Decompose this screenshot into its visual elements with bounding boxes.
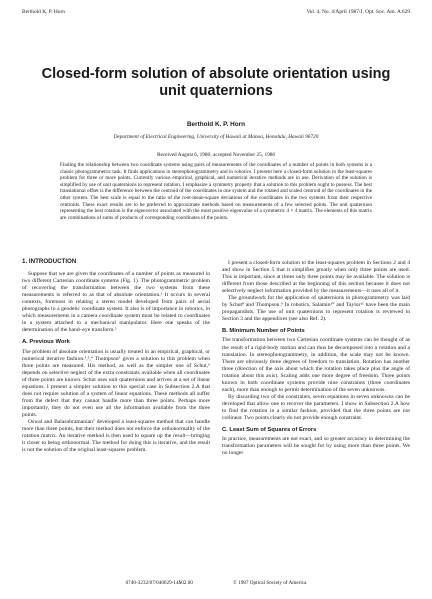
right-column (222, 260, 410, 457)
left-column (22, 258, 210, 454)
subsection-heading: A. Previous Work (22, 339, 70, 346)
received-date: Received August 6, 1986; accepted November 25, 1986 (156, 152, 276, 158)
header-journal: Vol. 4, No. 4/April 1987/J. Opt. Soc. Am. A 629 (306, 9, 410, 15)
author-name: Berthold K. P. Horn (186, 121, 246, 128)
footer-code: 0740-3232/87/040629-14$02.00 (125, 580, 193, 586)
paragraph: The groundwork for the application of quaternions in photogrammetry was laid by Schut⁸ and Thompson.⁹ In robotics, Salamin¹⁰ and Taylor¹¹ have been the main propagandists. The use of unit quaternions to represent rotation is reviewed in Section 3 and the appendixes (see also Ref. 2). (222, 295, 410, 323)
paragraph: Suppose that we are given the coordinates of a number of points as measured in two different Cartesian coordinate systems (Fig. 1). The photogrammetric problem of recovering the transformation between the two systems from these measurements is referred to as that of absolute orientation.¹ It occurs in several contexts, foremost in relating a stereo model developed from pairs of aerial photographs to a geodetic coordinate system. It also is of importance in robotics, in which measurements in a camera coordinate system must be related to coordinates in a system attached to a mechanical manipulator. Here one speaks of the determination of the hand–eye transform.² (22, 271, 210, 334)
subsection-heading: C. Least Sum of Squares of Errors (222, 427, 317, 434)
header-author: Berthold K. P. Horn (22, 9, 65, 15)
paragraph: Oswal and Balasubramanian⁷ developed a least-squares method that can handle more than three points, but their method does not enforce the orthonormality of the rotation matrix. An iterative method is then used to square up the result—bringing it closer to being orthonormal. The method for doing this is iterative, and the result is not the solution of the original least-squares problem. (22, 418, 210, 454)
paragraph: The problem of absolute orientation is usually treated in an empirical, graphical, or numerical iterative fashion.¹,³,⁴ Thompson⁵ gives a solution to this problem when three points are measured. His method, as well as the simpler one of Schut,⁶ depends on selective neglect of the extra constraints available when all coordinates of three points are known. Schut uses unit quaternions and arrives at a set of linear equations. I present a simpler solution to this special case in Subsection 2.A that does not require solution of a system of linear equations. These methods all suffer from the defect that they cannot handle more than three points. Perhaps more importantly, they do not even use all the information available from the three points. (22, 348, 210, 418)
paragraph: The transformation between two Cartesian coordinate systems can be thought of as the result of a rigid-body motion and can thus be decomposed into a rotation and a translation. In stereophotogrammetry, in addition, the scale may not be known. There are obviously three degrees of freedom to translation. Rotation has another three (direction of the axis about which the rotation takes place plus the angle of rotation about this axis). Scaling adds one more degree of freedom. Three points known in both coordinate systems provide nine constraints (three coordinates each), more than enough to permit determination of the seven unknowns. (222, 337, 410, 393)
paragraph: By discarding two of the constraints, seven equations in seven unknowns can be developed that allow one to recover the parameters. I show in Subsection 2.A how to find the rotation in a similar fashion, provided that the three points are not collinear. Two points clearly do not provide enough constraint. (222, 393, 410, 421)
page-footer (0, 580, 432, 590)
paper-title: Closed-form solution of absolute orientation using unit quaternions (41, 66, 391, 99)
paragraph: I present a closed-form solution to the least-squares problem in Sections 2 and 4 and show in Section 5 that it simplifies greatly when only three points are used. This is important, since at times only three points may be available. The solution is different from those described at the beginning of this section because it does not selectively neglect information provided by the measurements—it uses all of it. (222, 260, 410, 295)
subsection-heading: B. Minimum Number of Points (222, 328, 305, 335)
section-heading: 1. INTRODUCTION (22, 258, 77, 265)
footer-copyright: © 1987 Optical Society of America (232, 580, 307, 586)
running-header (22, 6, 410, 18)
paragraph: In practice, measurements are not exact, and so greater accuracy in determining the transformation parameters will be sought for by using more than three points. We no longer (222, 436, 410, 457)
abstract: Finding the relationship between two coordinate systems using pairs of measurements of the coordinates of a number of points in both systems is a classic photogrammetric task. It finds applications in stereophotogrammetry and in robotics. I present here a closed-form solution to the least-squares problem for three or more points. Currently various empirical, graphical, and numerical iterative methods are in use. Derivation of the solution is simplified by use of unit quaternions to represent rotation. I emphasize a symmetry property that a solution to this problem ought to possess. The best translational offset is the difference between the centroid of the coordinates in one system and the rotated and scaled centroid of the coordinates in the other system. The best scale is equal to the ratio of the root-mean-square deviations of the coordinates in the two systems from their respective centroids. These exact results are to be preferred to approximate methods based on measurements of a few selected points. The unit quaternion representing the best rotation is the eigenvector associated with the most positive eigenvalue of a symmetric 4 × 4 matrix. The elements of this matrix are combinations of sums of products of corresponding coordinates of the points. (60, 162, 372, 221)
author-affiliation: Department of Electrical Engineering, University of Hawaii at Manoa, Honolulu, Hawaii 96720 (113, 134, 319, 140)
